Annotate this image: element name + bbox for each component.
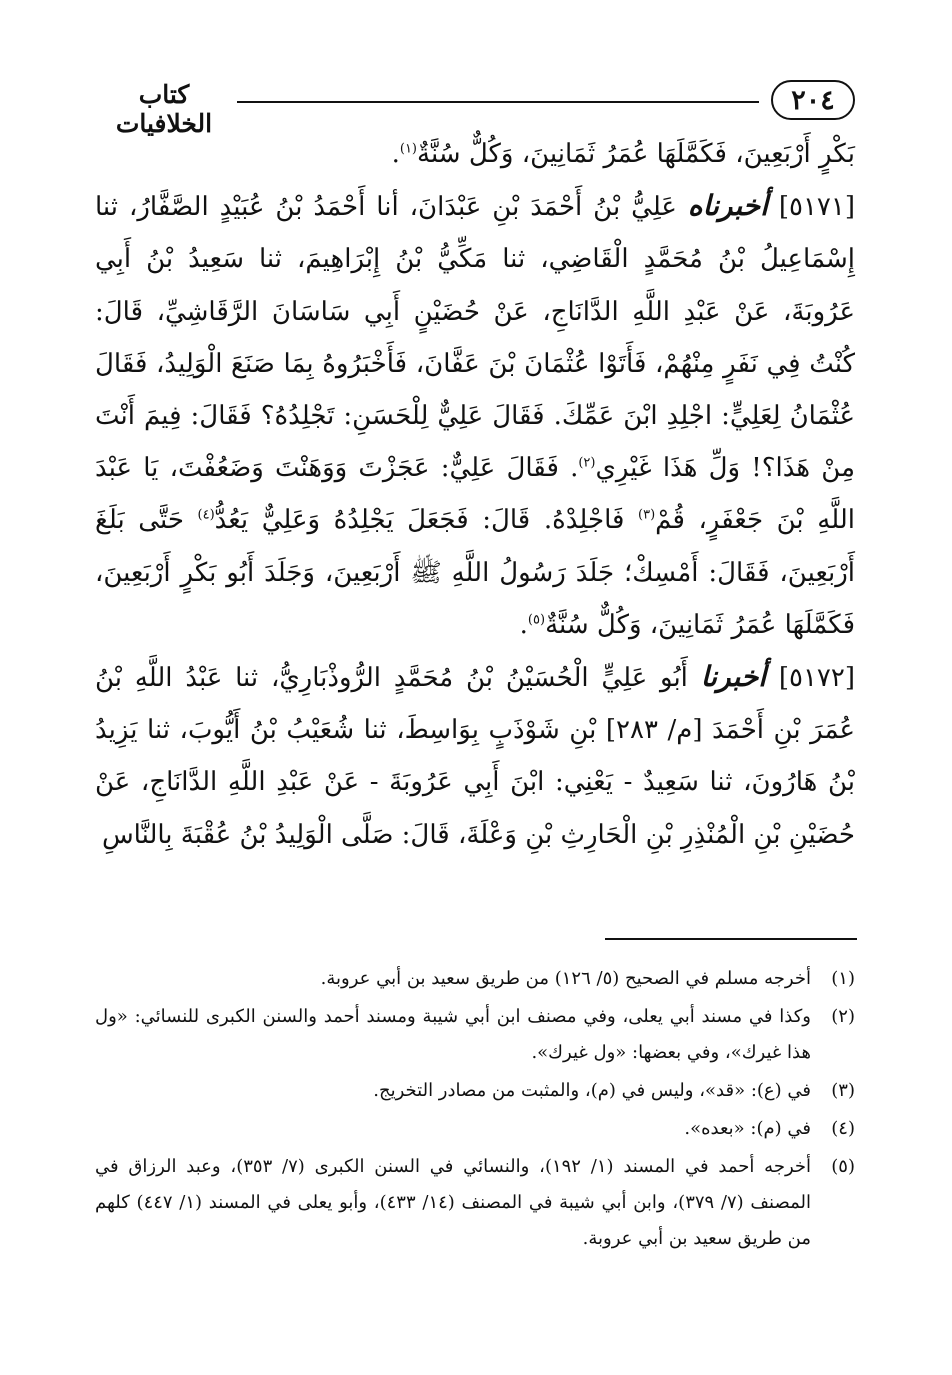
hadith-text: أَبُو عَلِيٍّ الْحُسَيْنُ بْنُ مُحَمَّدٍ الرُّوذْبَارِيُّ، ثنا عَبْدُ اللَّهِ بْنُ عُمَرَ بْنِ أَحْمَدَ [95,663,856,746]
footnote-ref[interactable]: (٣) [638,507,656,523]
hadith-number: [٥١٧٢] [778,663,856,694]
paragraph-text: بَكْرٍ أَرْبَعِينَ، فَكَمَّلَهَا عُمَرُ ثَمَانِينَ، وَكُلٌّ سُنَّةٌ [417,139,855,169]
paragraph-continuation [95,128,855,180]
hadith-number: [٥١٧١] [778,192,856,223]
main-text [95,128,855,861]
page-header [95,78,855,138]
hadith-5171 [95,180,855,651]
footnote-item [95,1149,855,1257]
footnote-ref[interactable]: (٤) [197,507,215,523]
footnote-text: وكذا في مسند أبي يعلى، وفي مصنف ابن أبي شيبة ومسند أحمد والسنن الكبرى للنسائي: «ول هذا غيرك»، وفي بعضها: «ول غيرك». [95,1006,811,1063]
book-title: كتاب الخلافيات [115,80,213,138]
hadith-text: فَاجْلِدْهُ. قَالَ: فَجَعَلَ يَجْلِدُهُ وَعَلِيٌّ يَعُدُّ [214,505,639,536]
footnote-text: أخرجه مسلم في الصحيح (٥/ ١٢٦) من طريق سعيد بن أبي عروبة. [320,968,811,989]
punctuation: . [519,609,528,640]
footnote-number: (٥) [831,1156,855,1177]
footnote-item [95,1073,855,1109]
footnote-text: في (م): «بعده». [684,1118,811,1139]
punctuation: . [391,139,400,169]
header-rule [237,101,759,103]
footnote-separator [605,938,857,940]
footnote-item [95,961,855,997]
footnote-number: (٣) [831,1080,855,1101]
manuscript-folio-marker: [م/ ٢٨٣] [605,715,703,746]
hadith-text: . فَقَالَ عَلِيٌّ: عَجَزْتَ وَوَهَنْتَ وَضَعُفْتَ، يَا عَبْدَ اللَّهِ بْنَ جَعْفَرٍ، قُمْ [95,453,855,536]
hadith-text: حَتَّى بَلَغَ أَرْبَعِينَ، فَقَالَ: أَمْسِكْ؛ جَلَدَ رَسُولُ اللَّهِ ﷺ أَرْبَعِينَ، وَجَلَدَ أَبُو بَكْرٍ أَرْبَعِينَ، فَكَمَّلَهَا عُمَرُ ثَمَانِينَ، وَكُلٌّ سُنَّةٌ [95,505,855,640]
footnote-text: في (ع): «قد»، وليس في (م)، والمثبت من مصادر التخريج. [373,1080,811,1101]
footnote-item [95,1111,855,1147]
footnote-ref[interactable]: (١) [399,141,417,157]
footnote-number: (٤) [831,1118,855,1139]
footnotes [95,961,855,1259]
isnad-keyword: أخبرنا [700,660,767,694]
footnote-ref[interactable]: (٥) [527,612,546,628]
hadith-5172 [95,651,855,861]
footnote-item [95,999,855,1071]
footnote-ref[interactable]: (٢) [578,455,596,471]
footnote-number: (١) [831,968,855,989]
footnote-text: أخرجه أحمد في المسند (١/ ١٩٢)، والنسائي في السنن الكبرى (٧/ ٣٥٣)، وعبد الرزاق في المصنف (٧/ ٣٧٩)، وابن أبي شيبة في المصنف (١٤/ ٤٣٣)، وأبو يعلى في المسند (١/ ٤٤٧) كلهم من طريق سعيد بن أبي عروبة. [95,1156,811,1249]
page-number: ٢٠٤ [771,80,855,120]
isnad-keyword: أخبرناه [687,189,768,223]
footnote-number: (٢) [831,1006,855,1027]
hadith-text: بْنِ شَوْذَبٍ بِوَاسِطَ، ثنا شُعَيْبُ بْنُ أَيُّوبَ، ثنا يَزِيدُ بْنُ هَارُونَ، ثنا سَعِيدٌ - يَعْنِي: ابْنَ أَبِي عَرُوبَةَ - عَنْ عَبْدِ اللَّهِ الدَّانَاجِ، عَنْ حُضَيْنِ بْنِ الْمُنْذِرِ بْنِ الْحَارِثِ بْنِ وَعْلَةَ، قَالَ: صَلَّى الْوَلِيدُ بْنُ عُقْبَةَ بِالنَّاسِ [95,715,855,850]
hadith-text: عَلِيُّ بْنُ أَحْمَدَ بْنِ عَبْدَانَ، أنا أَحْمَدُ بْنُ عُبَيْدٍ الصَّفَّارُ، ثنا إِسْمَاعِيلُ بْنُ مُحَمَّدٍ الْقَاضِي، ثنا مَكِّيُّ بْنُ إِبْرَاهِيمَ، ثنا سَعِيدُ بْنُ أَبِي عَرُوبَةَ، عَنْ عَبْدِ اللَّهِ الدَّانَاجِ، عَنْ حُضَيْنٍ أَبِي سَاسَانَ الرَّقَاشِيِّ، قَالَ: كُنْتُ فِي نَفَرٍ مِنْهُمْ، فَأَتَوْا عُثْمَانَ بْنَ عَفَّانَ، فَأَخْبَرُوهُ بِمَا صَنَعَ الْوَلِيدُ، فَقَالَ عُثْمَانُ لِعَلِيٍّ: اجْلِدِ ابْنَ عَمِّكَ. فَقَالَ عَلِيٌّ لِلْحَسَنِ: تَجْلِدُهُ؟ فَقَالَ: فِيمَ أَنْتَ مِنْ هَذَا؟! وَلِّ هَذَا غَيْرِي [95,192,855,484]
